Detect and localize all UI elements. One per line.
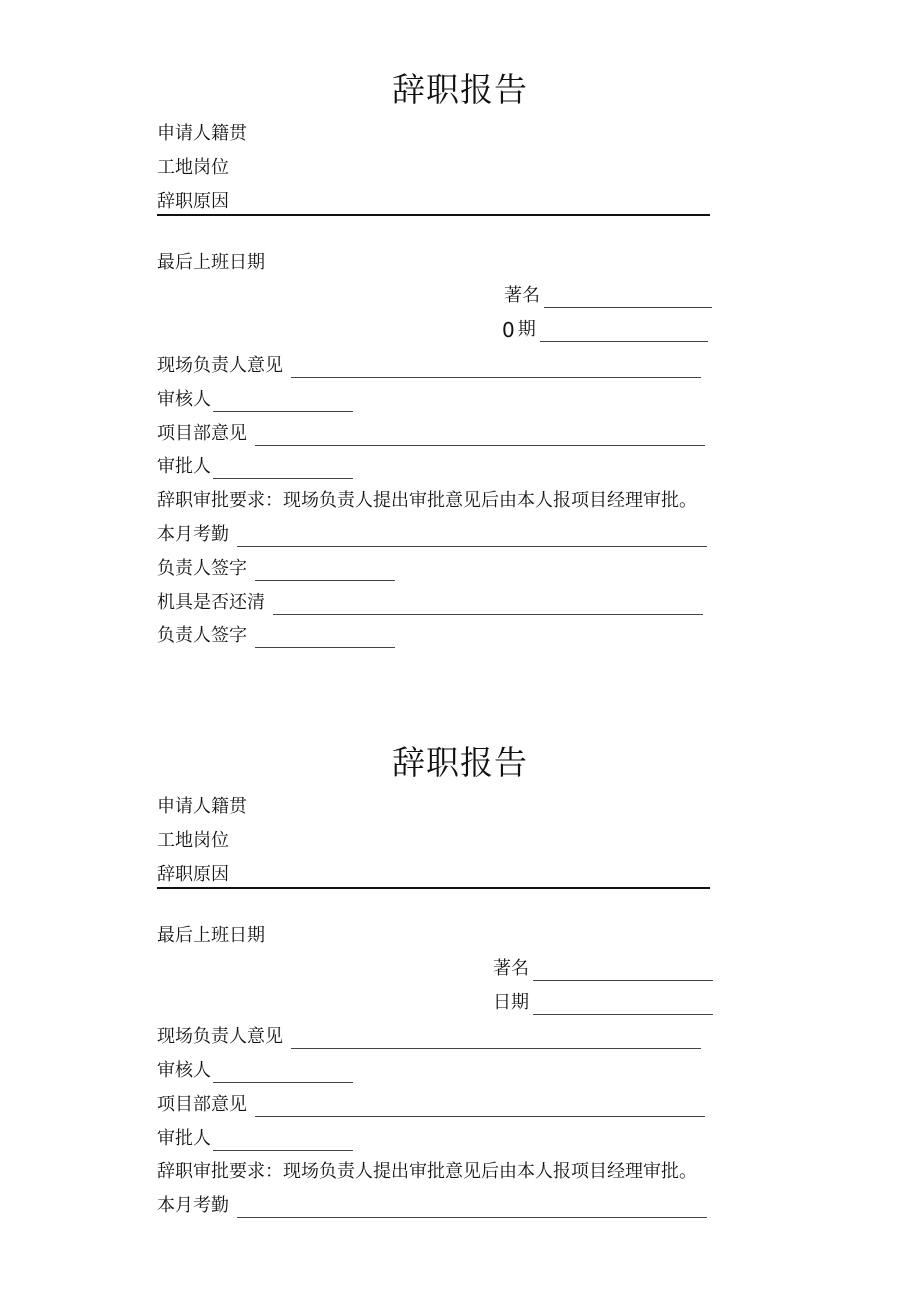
site-position-label: 工地岗位 — [157, 830, 229, 851]
approver-row — [157, 455, 353, 479]
date-row — [502, 318, 708, 342]
responsible-signature-field[interactable] — [255, 562, 395, 581]
date-field[interactable] — [540, 323, 708, 342]
reviewer-label: 审核人 — [157, 1060, 211, 1081]
approval-requirement-row — [157, 489, 697, 513]
resignation-reason-label: 辞职原因 — [157, 190, 229, 216]
resignation-reason-row — [157, 863, 710, 889]
site-manager-opinion-label: 现场负责人意见 — [157, 1026, 283, 1047]
monthly-attendance-label: 本月考勤 — [157, 524, 229, 545]
site-manager-opinion-label: 现场负责人意见 — [157, 355, 283, 376]
responsible-signature-label: 负责人签字 — [157, 558, 247, 579]
form-title: 辞职报告 — [392, 743, 528, 782]
form-title: 辞职报告 — [392, 70, 528, 109]
date-label: 日期 — [493, 992, 529, 1013]
site-manager-opinion-row — [157, 354, 701, 378]
approver-field[interactable] — [213, 460, 353, 479]
responsible-signature-row-1 — [157, 557, 395, 581]
approval-requirement-text: 辞职审批要求：现场负责人提出审批意见后由本人报项目经理审批。 — [157, 490, 697, 511]
approver-field[interactable] — [213, 1132, 353, 1151]
reviewer-field[interactable] — [213, 393, 353, 412]
approver-label: 审批人 — [157, 1128, 211, 1149]
monthly-attendance-row — [157, 523, 707, 547]
tools-returned-label: 机具是否还清 — [157, 592, 265, 613]
date-label: 期 — [517, 319, 536, 340]
reviewer-label: 审核人 — [157, 389, 211, 410]
reviewer-row — [157, 1059, 353, 1083]
date-row — [493, 991, 713, 1015]
resignation-reason-field[interactable] — [229, 869, 710, 889]
resignation-reason-label: 辞职原因 — [157, 863, 229, 889]
last-workday-row — [157, 924, 265, 948]
site-position-row — [157, 829, 229, 853]
signature-label: 著名 — [504, 285, 540, 306]
responsible-signature-label: 负责人签字 — [157, 625, 247, 646]
project-dept-opinion-label: 项目部意见 — [157, 423, 247, 444]
signature-label: 著名 — [493, 958, 529, 979]
project-dept-opinion-row — [157, 1093, 705, 1117]
site-manager-opinion-field[interactable] — [291, 1030, 701, 1049]
applicant-origin-label: 申请人籍贯 — [157, 123, 247, 144]
signature-row — [504, 284, 712, 308]
last-workday-label: 最后上班日期 — [157, 925, 265, 946]
last-workday-row — [157, 251, 265, 275]
responsible-signature-row-2 — [157, 624, 395, 648]
monthly-attendance-field[interactable] — [237, 1199, 707, 1218]
last-workday-label: 最后上班日期 — [157, 252, 265, 273]
tools-returned-row — [157, 591, 703, 615]
project-dept-opinion-label: 项目部意见 — [157, 1094, 247, 1115]
signature-field[interactable] — [533, 962, 713, 981]
project-dept-opinion-field[interactable] — [255, 1098, 705, 1117]
site-manager-opinion-row — [157, 1025, 701, 1049]
project-dept-opinion-row — [157, 422, 705, 446]
applicant-origin-row — [157, 795, 247, 819]
signature-field[interactable] — [544, 289, 712, 308]
approval-requirement-text: 辞职审批要求：现场负责人提出审批意见后由本人报项目经理审批。 — [157, 1161, 697, 1182]
responsible-signature-field[interactable] — [255, 629, 395, 648]
reviewer-field[interactable] — [213, 1064, 353, 1083]
site-manager-opinion-field[interactable] — [291, 359, 701, 378]
date-field[interactable] — [533, 996, 713, 1015]
approver-label: 审批人 — [157, 456, 211, 477]
approval-requirement-row — [157, 1160, 697, 1184]
resignation-reason-row — [157, 190, 710, 216]
project-dept-opinion-field[interactable] — [255, 427, 705, 446]
applicant-origin-label: 申请人籍贯 — [157, 796, 247, 817]
resignation-reason-field[interactable] — [229, 196, 710, 216]
reviewer-row — [157, 388, 353, 412]
approver-row — [157, 1127, 353, 1151]
applicant-origin-row — [157, 122, 247, 146]
site-position-row — [157, 156, 229, 180]
monthly-attendance-row — [157, 1194, 707, 1218]
monthly-attendance-label: 本月考勤 — [157, 1195, 229, 1216]
signature-row — [493, 957, 713, 981]
tools-returned-field[interactable] — [273, 596, 703, 615]
monthly-attendance-field[interactable] — [237, 528, 707, 547]
date-prefix: 0 — [502, 318, 515, 342]
site-position-label: 工地岗位 — [157, 157, 229, 178]
